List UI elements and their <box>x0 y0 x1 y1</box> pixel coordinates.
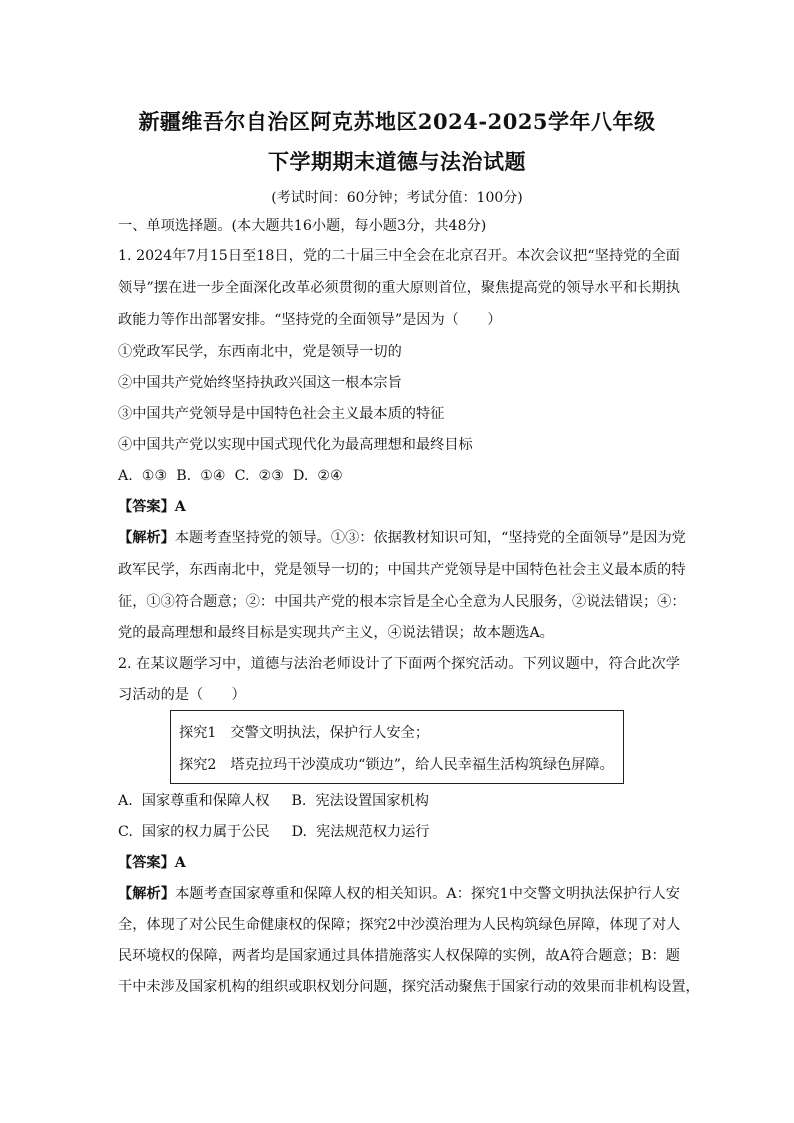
q2-activity-1-text: 交警文明执法，保护行人安全； <box>230 725 430 741</box>
q1-analysis-line-3: 征，①③符合题意；②：中国共产党的根本宗旨是全心全意为人民服务，②说法错误；④： <box>118 594 686 610</box>
q1-analysis-line-2: 政军民学，东西南北中，党是领导一切的；中国共产党领导是中国特色社会主义最本质的特 <box>118 562 686 578</box>
q2-answer: 【答案】A <box>118 855 186 871</box>
exam-info: (考试时间：60分钟；考试分值：100分) <box>271 190 523 206</box>
q2-analysis-text-1: 本题考查国家尊重和保障人权的相关知识。A：探究1中交警文明执法保护行人安 <box>175 886 680 902</box>
q1-stem-line-3: 政能力等作出部署安排。“坚持党的全面领导”是因为（ ） <box>118 312 502 328</box>
exam-title-line-2: 下学期期末道德与法治试题 <box>268 149 526 174</box>
q2-activity-1 <box>179 722 429 742</box>
q1-statement-3: ③中国共产党领导是中国特色社会主义最本质的特征 <box>118 406 445 422</box>
q2-activity-2-text: 塔克拉玛干沙漠成功“锁边”，给人民幸福生活构筑绿色屏障。 <box>230 757 614 773</box>
q2-option-c: C. 国家的权力属于公民 <box>118 824 270 840</box>
q1-stem-line-1: 1. 2024年7月15日至18日，党的二十届三中全会在北京召开。本次会议把“坚持党的全面 <box>118 248 680 264</box>
q1-analysis-text-1: 本题考查坚持党的领导。①③：依据教材知识可知，“坚持党的全面领导”是因为党 <box>174 530 686 546</box>
q1-answer: 【答案】A <box>118 499 186 515</box>
q1-analysis-line-1 <box>118 528 686 548</box>
q2-option-b: B. 宪法设置国家机构 <box>291 793 429 809</box>
section-heading: 一、单项选择题。(本大题共16小题，每小题3分，共48分) <box>118 218 487 234</box>
q2-analysis-line-4: 干中未涉及国家机构的组织或职权划分问题，探究活动聚焦于国家行动的效果而非机构设置， <box>118 979 700 995</box>
q1-statement-4: ④中国共产党以实现中国式现代化为最高理想和最终目标 <box>118 437 473 453</box>
q1-analysis-label: 【解析】 <box>118 530 175 546</box>
q2-stem-line-1: 2. 在某议题学习中，道德与法治老师设计了下面两个探究活动。下列议题中，符合此次学 <box>118 656 680 672</box>
q1-statement-1: ①党政军民学，东西南北中，党是领导一切的 <box>118 344 402 360</box>
q1-options: A. ①③ B. ①④ C. ②③ D. ②④ <box>118 468 343 484</box>
q2-activity-2-label: 探究2 <box>179 757 217 773</box>
q1-stem-line-2: 领导”摆在进一步全面深化改革必须贯彻的重大原则首位，聚焦提高党的领导水平和长期执 <box>118 280 680 296</box>
q2-analysis-line-2: 全，体现了对公民生命健康权的保障；探究2中沙漠治理为人民构筑绿色屏障，体现了对人 <box>118 917 681 933</box>
exam-title-line-1: 新疆维吾尔自治区阿克苏地区2024-2025学年八年级 <box>138 109 656 134</box>
q2-analysis-line-1 <box>118 884 680 904</box>
q2-options-row-1 <box>118 791 429 811</box>
q2-activity-1-label: 探究1 <box>179 725 217 741</box>
q2-stem-line-2: 习活动的是（ ） <box>118 687 246 703</box>
q2-options-row-2 <box>118 822 429 842</box>
q2-analysis-label: 【解析】 <box>118 886 176 902</box>
q1-analysis-line-4: 党的最高理想和最终目标是实现共产主义，④说法错误；故本题选A。 <box>118 625 554 641</box>
q2-option-d: D. 宪法规范权力运行 <box>291 824 430 840</box>
q2-activity-box <box>170 710 624 784</box>
q2-option-a: A. 国家尊重和保障人权 <box>118 793 270 809</box>
q2-activity-2 <box>179 754 614 774</box>
q2-analysis-line-3: 民环境权的保障，两者均是国家通过具体措施落实人权保障的实例，故A符合题意；B：题 <box>118 948 680 964</box>
q1-statement-2: ②中国共产党始终坚持执政兴国这一根本宗旨 <box>118 375 402 391</box>
